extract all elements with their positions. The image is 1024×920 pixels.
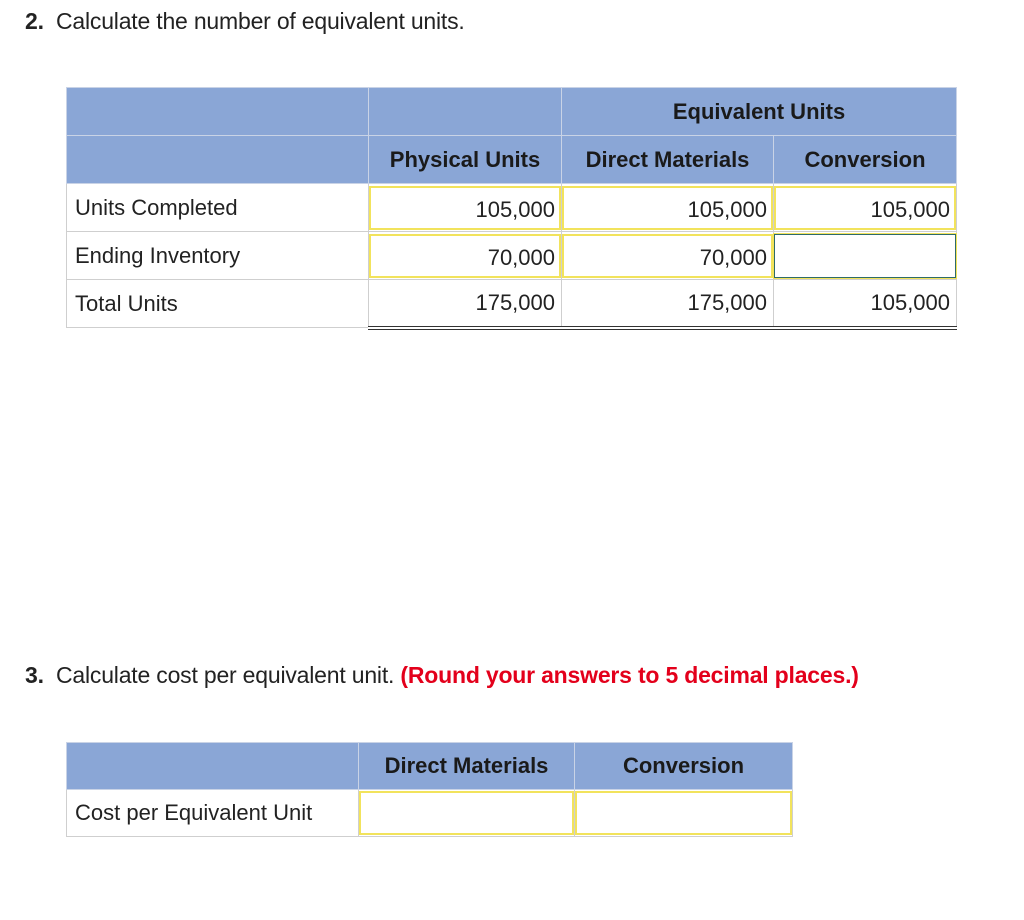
row-label: Ending Inventory [67, 232, 369, 280]
ending-inventory-physical-input[interactable]: 70,000 [369, 234, 561, 278]
units-completed-physical-input[interactable]: 105,000 [369, 186, 561, 230]
question-number: 2. [25, 8, 44, 34]
header-blank [67, 136, 369, 184]
header-blank [369, 88, 562, 136]
question-2 [25, 8, 465, 35]
row-label: Units Completed [67, 184, 369, 232]
total-physical-value: 175,000 [369, 280, 562, 328]
table-row [67, 184, 957, 232]
conversion-header: Conversion [575, 743, 793, 790]
table-row [67, 790, 793, 837]
row-label: Total Units [67, 280, 369, 328]
physical-units-header: Physical Units [369, 136, 562, 184]
row-label: Cost per Equivalent Unit [67, 790, 359, 837]
ending-inventory-conversion-input[interactable] [774, 234, 956, 278]
equivalent-units-table [66, 87, 957, 330]
equivalent-units-header: Equivalent Units [562, 88, 957, 136]
question-number: 3. [25, 662, 44, 688]
rounding-note: (Round your answers to 5 decimal places.) [400, 662, 859, 688]
conversion-header: Conversion [774, 136, 957, 184]
cost-per-unit-table [66, 742, 793, 837]
units-completed-materials-input[interactable]: 105,000 [562, 186, 773, 230]
question-3 [25, 662, 859, 689]
table-row [67, 280, 957, 328]
total-materials-value: 175,000 [562, 280, 774, 328]
direct-materials-header: Direct Materials [562, 136, 774, 184]
header-blank [67, 743, 359, 790]
question-text: Calculate the number of equivalent units. [56, 8, 465, 34]
units-completed-conversion-input[interactable]: 105,000 [774, 186, 956, 230]
cost-materials-input[interactable] [359, 791, 574, 835]
ending-inventory-materials-input[interactable]: 70,000 [562, 234, 773, 278]
question-text: Calculate cost per equivalent unit. [56, 662, 395, 688]
header-blank [67, 88, 369, 136]
total-conversion-value: 105,000 [774, 280, 957, 328]
direct-materials-header: Direct Materials [359, 743, 575, 790]
table-row [67, 232, 957, 280]
cost-conversion-input[interactable] [575, 791, 792, 835]
